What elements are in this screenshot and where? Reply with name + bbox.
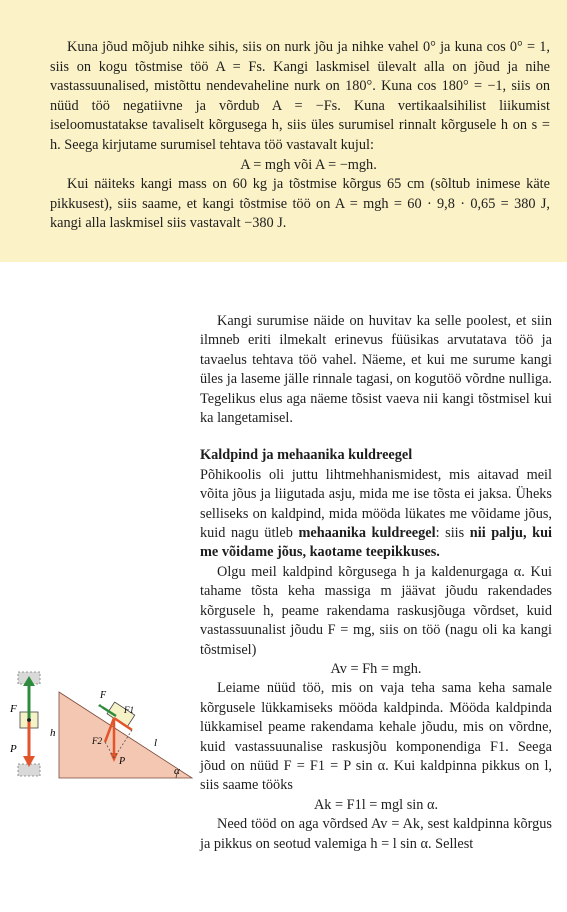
paragraph-simple-machines: [200, 466, 552, 563]
paragraph-conclusion: Need tööd on aga võrdsed Av = Ak, sest kaldpinna kõrgus ja pikkus on seotud valemiga h = l sin α. Sellest: [200, 816, 552, 852]
label-F1: F1: [124, 705, 134, 715]
body-center: [27, 718, 31, 722]
golden-rule-statement: nii palju, kui me võidame jõus, kaotame teepikkuses.: [200, 525, 552, 561]
equation-vertical-work: Av = Fh = mgh.: [330, 660, 422, 677]
paragraph-text-a: Põhikoolis oli juttu lihtmehhanismidest, mis aitavad meil võita jõus ja liigutada asju, mida me ise tõsta ei jaksa. Üheks selliseks on kaldpind, mida mööda lükates me võidame jõus, kuid nagu ütleb: [200, 466, 552, 542]
label-P: P: [10, 743, 17, 755]
label-alpha: α: [174, 765, 180, 777]
force-F-slope-arrowhead: [98, 704, 106, 710]
golden-rule-term: mehaanika kuldreegel: [298, 525, 436, 542]
box-paragraph-1: Kuna jõud mõjub nihke sihis, siis on nurk jõu ja nihke vahel 0° ja kuna cos 0° = 1, siis on kogu tõstmise töö A = Fs. Kangi laskmisel ülevalt alla on jõud ja nihe vastassuunalised, mistõttu nendevaheline nurk on 180°. Kuna cos 180° = −1, siis on nüüd töö negatiivne ja võrdub A = −Fs. Kuna vertikaalsihilist liikumist iseloomustatakse tavaliselt kõrgusega h, siis üles surumisel rinnalt kõrgusele h on s = h. Seega kirjutame surumisel tehtava töö vastavalt kujul:: [50, 39, 550, 153]
box-equation: A = mgh või A = −mgh.: [240, 156, 377, 173]
equation-incline-work: Ak = F1l = mgl sin α.: [313, 796, 439, 813]
main-text-column: [200, 312, 552, 854]
label-l: l: [154, 737, 158, 749]
paragraph-text-c: : siis: [435, 525, 470, 542]
paragraph-barbell: Kangi surumise näide on huvitav ka selle poolest, et siin ilmneb eriti ilmekalt erinevus füüsikas arvutatava töö ja tavaelus tehtava töö vahel. Näeme, et kui me surume kangi üles ja laseme jälle rinnale tagasi, on kogutöö võrdne nulliga. Tegelikus elus aga näeme tõsist vaeva nii kangi tõstmisel kui ka langetamisel.: [200, 313, 552, 427]
label-F2: F2: [92, 736, 102, 746]
label-P-slope: P: [119, 756, 126, 767]
incline-figure: [4, 668, 196, 780]
label-h: h: [50, 727, 56, 739]
paragraph-incline-setup: Olgu meil kaldpind kõrgusega h ja kaldenurgaga α. Kui tahame tõsta keha massiga m jäävat jõudu rakendades kõrgusele h, peame rakendama raskusjõuga võrdset, kuid vastassuunalist jõudu F = mg, siis on töö (nagu oli ka kangi tõstmisel): [200, 563, 552, 658]
paragraph-incline-work: Leiame nüüd töö, mis on vaja teha sama keha samale kõrgusele lükkamiseks mööda kaldpinda. Mööda kaldpinda lükkamisel peame rakendama kehale jõudu, mis on võrdne, kuid vastassuunalise raskusjõu komponendiga F1. Seega jõud on nüüd F = F1 = P sin α. Kui kaldpinna pikkus on l, siis saame tööks: [200, 680, 552, 794]
label-F-slope: F: [100, 690, 107, 701]
highlight-box: [0, 0, 567, 262]
box-paragraph-2: Kui näiteks kangi mass on 60 kg ja tõstmise kõrgus 65 cm (sõltub inimese käte pikkusest), siis saame, et kangi tõstmise töö on A = mgh = 60 · 9,8 · 0,65 = 380 J, kangi alla laskmisel siis vastavalt −380 J.: [50, 176, 550, 232]
label-F: F: [10, 703, 17, 715]
section-heading: Kaldpind ja mehaanika kuldreegel: [200, 447, 413, 464]
highlight-box-text: [50, 38, 550, 234]
